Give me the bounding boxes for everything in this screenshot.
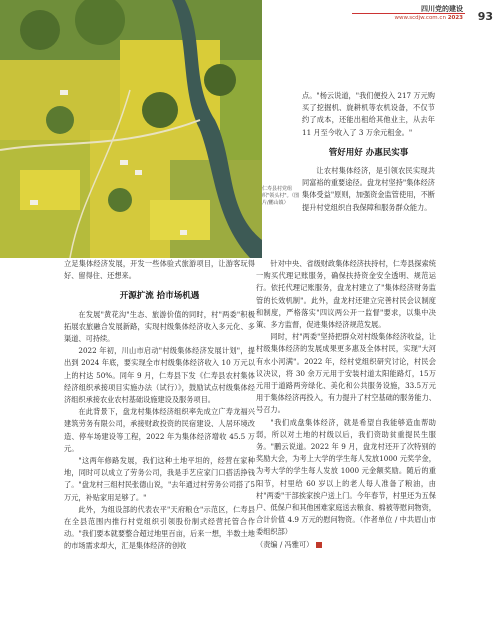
paragraph: 2022 年初，川山市启动"村级集体经济发展计划"，提出到 2024 年底，要实现全市村级集体经济收入 10 万元以上的村达 50%。同年 9 月，仁寿县下发《仁寿县农村集体经济组织承接项目实施办法（试行）》，鼓励试点村级集体经济组织承接农业农村基础设施建设及服务项目。 <box>64 346 255 405</box>
section-heading: 管好用好 办惠民实事 <box>328 147 409 158</box>
paragraph: 此外，为组设部的代表农平"天府粮仓"示范区，仁寿县在全县范围内推行村党组织引领股份制式经营托管合作动。"我们要本就要整合超过地里百亩，后来一想，半数土地的市场需求却大，汇是集体经济的创收 <box>64 504 255 551</box>
editor-text: （责编 / 冯雅可） <box>256 539 314 549</box>
paragraph: 让农村集体经济，是引领农民实现共同富裕的重要途径。盘龙村坚持"集体经济集体受益"原则，加强资金监管使用，不断提升村党组织自我保障和服务群众能力。 <box>302 166 435 212</box>
article-column-right-top <box>302 90 435 214</box>
section-heading: 开源扩流 拾市场机遇 <box>119 291 200 302</box>
magazine-title: 四川党的建设 <box>421 5 463 13</box>
photo-caption: 仁寿县村党组织"领头村"。（图片/鹏山镇） <box>262 186 300 206</box>
end-mark <box>316 542 322 548</box>
paragraph: "这两年修路发展，我们这种土地平坦的，经营在家种地，同时可以成立了劳务公司，我是手艺应家门口搭活挣钱了。"盘龙村三组村民张德山说，"去年通过村劳务公司搭了5 万元，补贴家用足够了。" <box>64 456 255 502</box>
article-column-left <box>64 258 255 553</box>
editor-credit <box>256 539 436 551</box>
issue-year: 2023 <box>447 15 463 21</box>
paragraph: 在此背景下，盘龙村集体经济组织率先成立广寿龙福兴建筑劳务有限公司，承接财政投资的民宿建设、人居环境改造、停车场建设等工程，2022 年为集体经济增收 45.5 万元。 <box>64 407 255 453</box>
paragraph: "我们成盘集体经济，就是希望自我能够造血帮助弱，所以对土地的村级以后，我们资助贫重提民生服务。"鹏云说道。2022 年 9 月，盘龙村还开了次特别的奖励大会，为考上大学的学生每人发放1000 元奖学金，为考大学的学生每人发放 1000 元金额奖励。随后的重阳节，村里给 60 岁以上的老人每人准备了粮油，由村"两委"干部挨家挨户送上门。今年春节，村里还为五保户、低保户和其他困难家庭送去粮食、棉被等慰问物资，合计价值 4.9 万元的慰问物资。（作者单位 / 中共眉山市委组织部） <box>256 417 436 537</box>
url-text: www.scdjw.com.cn <box>394 15 446 21</box>
header-rule <box>352 13 465 14</box>
paragraph: 针对中央、省级财政集体经济扶持村，仁寿县探索统一购买代理记账服务，确保扶持资金安全透明、规范运行。依托代理记账服务，盘龙村建立了"集体经济财务监管的长效机制"。此外，盘龙村还建立完善村民会议制度和制度，严格落实"四议两公开一监督"要求，以集中决策、多方监督，促进集体经济规范发展。 <box>256 259 436 330</box>
paragraph: 立足集体经济发展，开发一些体验式旅游项目，让游客玩得好、留得住、还想来。 <box>64 259 255 281</box>
magazine-url <box>395 15 463 21</box>
paragraph: 在发展"黄花沟"生态、旅游价值的同时，村"两委"积极拓展农旅融合发展新路，实现村级集体经济收入多元化、多渠道、可持续。 <box>64 309 255 344</box>
page-number: 93 <box>477 10 493 23</box>
aerial-photo <box>0 0 262 258</box>
paragraph: 同时，村"两委"坚持把群众对村级集体经济收益，让村级集体经济的发展成果更多惠及全体村民，实现"大河有水小河满"。2022 年，经村党组织研究讨论，村民会议决议，将 30 余万元用于安装村道太阳能路灯，15万元用于道路两旁绿化、美化和公共服务设施，33.5万元用于集体经济再投入，有力提升了村空基础的服务能力、号召力。 <box>256 332 436 415</box>
paragraph: 点。"杨云说道，"我们便投入 217 万元购买了挖掘机、旋耕机等农机设备，不仅节约了成本，还能出租给其他业主，从去年 11 月至今收入了 3 万余元租金。" <box>302 91 435 137</box>
article-column-right <box>256 258 436 551</box>
